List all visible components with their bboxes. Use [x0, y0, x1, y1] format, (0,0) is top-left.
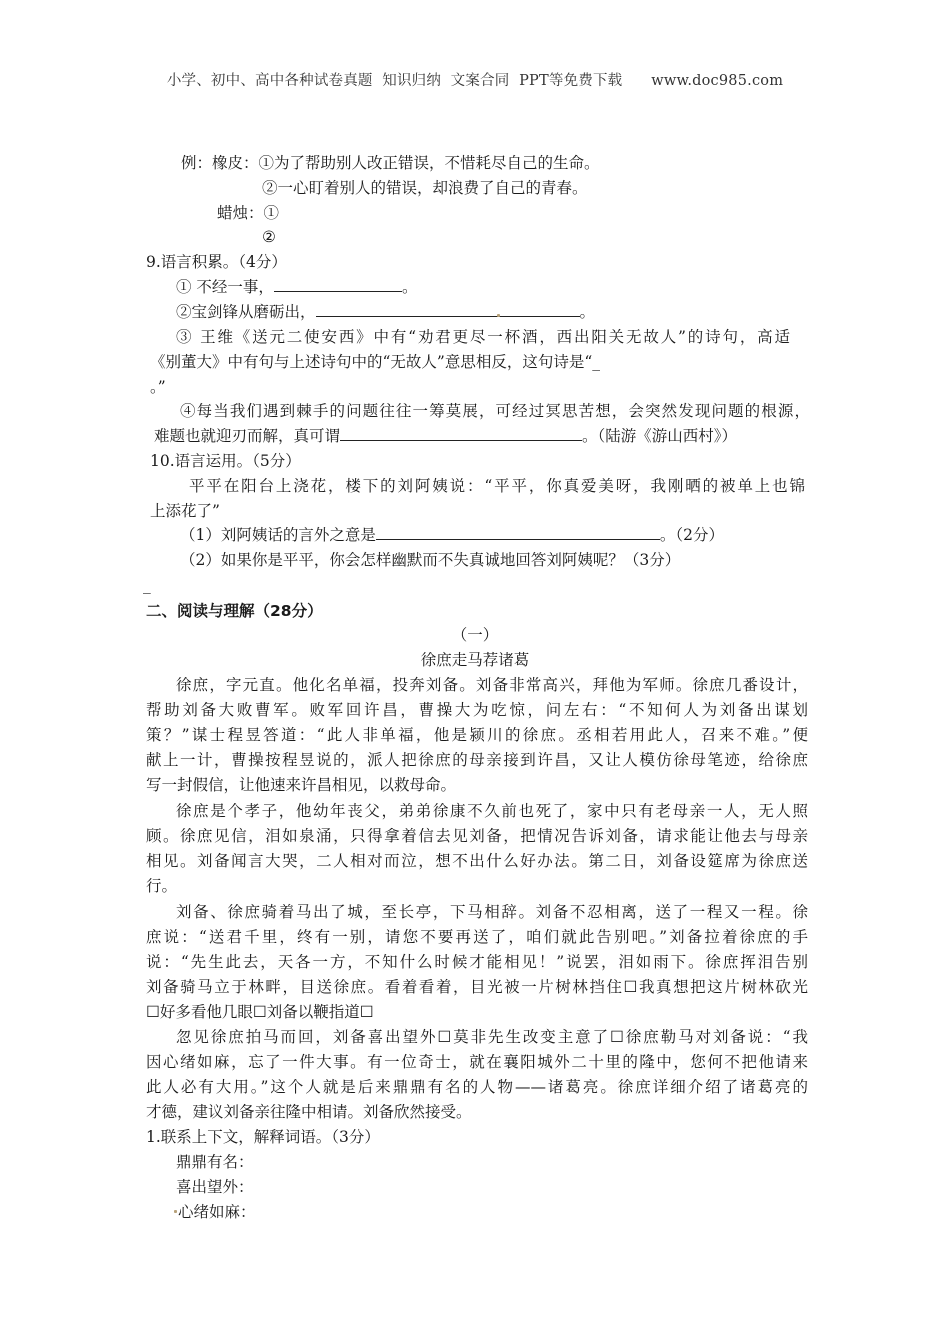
passage-p1-line: 帮助刘备大败曹军。败军回许昌，曹操大为吃惊，问左右：“不知何人为刘备出谋划: [146, 701, 808, 719]
q9-item-1-end: 。: [401, 278, 418, 296]
q9-item-2: [176, 301, 595, 323]
q9-item-4-end: 。（陆游《游山西村》）: [582, 427, 738, 445]
passage-p3-line: 说：“先生此去，天各一方，不知什么时候才能相见！”说罢，泪如雨下。徐庶挥泪告别: [146, 953, 808, 971]
q10-answer-underscore: _: [143, 576, 151, 594]
q10-sub-1-end: 。（2分）: [659, 526, 724, 544]
passage-p3-line: ☐好多看他几眼☐刘备以鞭指道☐: [146, 1003, 374, 1021]
q9-item-3-line-2: 《别董大》中有句与上述诗句中的“无故人”意思相反，这句诗是“_: [150, 353, 601, 371]
q10-sub-1: [180, 524, 724, 546]
passage-p1-line: 徐庶，字元直。他化名单福，投奔刘备。刘备非常高兴，拜他为军师。徐庶几番设计，: [176, 676, 808, 694]
passage-p4-line: 才德，建议刘备亲往隆中相请。刘备欣然接受。: [146, 1103, 472, 1121]
example-line-1: [181, 152, 600, 174]
passage-p2-line: 相见。刘备闻言大哭，二人相对而泣，想不出什么好办法。第二日，刘备设筵席为徐庶送: [146, 852, 808, 870]
q9-item-1: [176, 276, 417, 298]
passage-p1-line: 策？”谋士程昱答道：“此人非单福，他是颍川的徐庶。丞相若用此人，召来不难。”便: [146, 726, 808, 744]
passage-p3-line: 刘备骑马立于林畔，目送徐庶。看着看着，目光被一片树林挡住☐我真想把这片树林砍光: [146, 978, 808, 996]
passage-p2-line: 徐庶是个孝子，他幼年丧父，弟弟徐康不久前也死了，家中只有老母亲一人，无人照: [176, 802, 808, 820]
passage-title: 徐庶走马荐诸葛: [420, 651, 530, 669]
q9-item-2-end: 。: [579, 303, 596, 321]
q9-item-2-text: ②宝剑锋从磨砺出，: [176, 303, 316, 321]
passage-p4-line: 此人必有大用。”这个人就是后来鼎鼎有名的人物——诸葛亮。徐庶详细介绍了诸葛亮的: [146, 1078, 808, 1096]
q10-para-line-1: 平平在阳台上浇花，楼下的刘阿姨说：“平平，你真爱美呀，我刚晒的被单上也锦: [189, 477, 805, 495]
q9-item-1-text: ① 不经一事，: [176, 278, 274, 296]
q9-item-4-line-2: [154, 425, 737, 447]
speck-mark: [497, 314, 500, 317]
passage-p3-line: 庶说：“送君千里，终有一别，请您不要再送了，咱们就此告别吧。”刘备拉着徐庶的手: [146, 928, 808, 946]
passage-p4-line: 因心绪如麻，忘了一件大事。有一位奇士，就在襄阳城外二十里的隆中，您何不把他请来: [146, 1053, 808, 1071]
passage-p1-line: 写一封假信，让他速来许昌相见，以救母命。: [146, 776, 457, 794]
q9-item-3-line-1: ③ 王维《送元二使安西》中有“劝君更尽一杯酒，西出阳关无故人”的诗句，高适: [176, 328, 790, 346]
q1-word-1: 鼎鼎有名：: [176, 1153, 254, 1171]
example-eraser-2: ②一心盯着别人的错误，却浪费了自己的青春。: [262, 179, 588, 197]
page-header: 小学、初中、高中各种试卷真题 知识归纳 文案合同 PPT等免费下载 www.doc985.com: [166, 73, 784, 89]
passage-p1-line: 献上一计，曹操按程昱说的，派人把徐庶的母亲接到许昌，又让人模仿徐母笔迹，给徐庶: [146, 751, 808, 769]
passage-p3-line: 刘备、徐庶骑着马出了城，至长亭，下马相辞。刘备不忍相离，送了一程又一程。徐: [176, 903, 808, 921]
part-label: （一）: [451, 626, 499, 644]
candle-line-1: [217, 202, 279, 224]
passage-p4-line: 忽见徐庶拍马而回，刘备喜出望外☐莫非先生改变主意了☐徐庶勒马对刘备说：“我: [176, 1028, 808, 1046]
q9-blank-1[interactable]: [274, 276, 402, 292]
candle-blank-1: ①: [263, 204, 280, 222]
speck-mark: [174, 1210, 177, 1213]
q1-title: 1.联系上下文，解释词语。（3分）: [146, 1128, 380, 1146]
q9-blank-4[interactable]: [340, 425, 582, 441]
q10-sub-1-text: （1）刘阿姨话的言外之意是: [180, 526, 376, 544]
q9-blank-2[interactable]: [316, 301, 580, 317]
section-2-heading: 二、阅读与理解（28分）: [146, 602, 323, 620]
q10-title: 10.语言运用。（5分）: [150, 452, 301, 470]
q9-item-3-line-3: 。”: [150, 378, 166, 396]
q10-blank-1[interactable]: [376, 524, 660, 540]
q9-item-4-line-1: ④每当我们遇到棘手的问题往往一筹莫展，可经过冥思苦想，会突然发现问题的根源，: [180, 402, 810, 420]
q1-word-2: 喜出望外：: [176, 1178, 254, 1196]
example-prefix: 例：橡皮：: [181, 154, 259, 172]
q10-sub-2: （2）如果你是平平，你会怎样幽默而不失真诚地回答刘阿姨呢？（3分）: [180, 551, 681, 569]
q10-para-line-2: 上添花了”: [150, 502, 220, 520]
q9-item-4-text: 难题也就迎刃而解，真可谓: [154, 427, 341, 445]
q9-title: 9.语言积累。（4分）: [146, 253, 287, 271]
passage-p2-line: 顾。徐庶见信，泪如泉涌，只得拿着信去见刘备，把情况告诉刘备，请求能让他去与母亲: [146, 827, 808, 845]
passage-p2-line: 行。: [146, 877, 178, 895]
q1-word-3: 心绪如麻：: [178, 1203, 256, 1221]
candle-label: 蜡烛：: [217, 204, 264, 222]
candle-blank-2: ②: [262, 228, 276, 246]
example-eraser-1: ①为了帮助别人改正错误，不惜耗尽自己的生命。: [258, 154, 600, 172]
